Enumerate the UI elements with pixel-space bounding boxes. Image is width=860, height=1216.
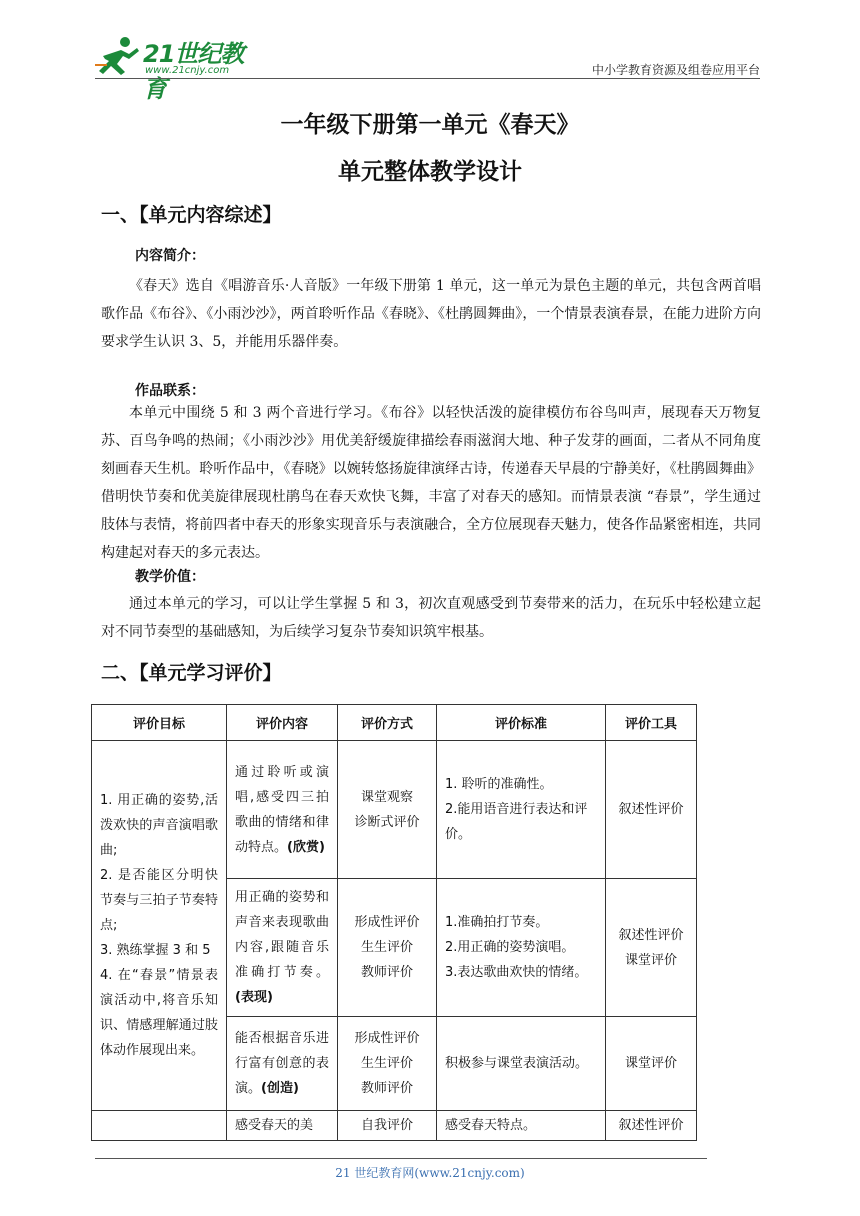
content-category: (欣赏) — [287, 839, 325, 855]
tool-cell: 叙述性评价 — [606, 1111, 697, 1141]
content-text: 能否根据音乐进行富有创意的表演。 — [235, 1031, 329, 1096]
method-cell: 课堂观察 诊断式评价 — [338, 741, 437, 879]
goals-cell: 1. 用正确的姿势,活泼欢快的声音演唱歌曲; 2. 是否能区分明快节奏与三拍子节奏特点; 3. 熟练掌握 3 和 5 4. 在“春景”情景表演活动中,将音乐知识、情感理解通过肢体动作展现出来。 — [92, 741, 227, 1111]
page-title: 一年级下册第一单元《春天》 — [280, 112, 580, 138]
content-cell — [227, 741, 338, 879]
table-row — [92, 741, 697, 879]
link-label: 作品联系： — [135, 383, 205, 399]
logo-url: www.21cnjy.com — [145, 65, 230, 76]
logo-text: 21世纪教育 — [143, 40, 244, 103]
table-header: 评价方式 — [338, 705, 437, 741]
table-header: 评价工具 — [606, 705, 697, 741]
evaluation-table — [91, 704, 697, 1141]
intro-label: 内容简介： — [135, 248, 205, 264]
value-text: 通过本单元的学习，可以让学生掌握 5 和 3，初次直观感受到节奏带来的活力，在玩乐中轻松建立起对不同节奏型的基础感知，为后续学习复杂节奏知识筑牢根基。 — [101, 596, 761, 640]
content-cell — [227, 1017, 338, 1111]
method-cell: 形成性评价 生生评价 教师评价 — [338, 1017, 437, 1111]
goals-cell-empty — [92, 1111, 227, 1141]
table-header: 评价内容 — [227, 705, 338, 741]
value-label: 教学价值： — [135, 569, 205, 585]
standard-cell: 1.准确拍打节奏。 2.用正确的姿势演唱。 3.表达歌曲欢快的情绪。 — [437, 879, 606, 1017]
method-cell: 形成性评价 生生评价 教师评价 — [338, 879, 437, 1017]
content-category: (表现) — [235, 990, 273, 1005]
table-header-row — [92, 705, 697, 741]
section1-heading: 一、【单元内容综述】 — [101, 204, 282, 226]
footer-link[interactable]: 21 世纪教育网(www.21cnjy.com) — [335, 1166, 525, 1180]
section2-heading: 二、【单元学习评价】 — [101, 662, 282, 684]
content-text: 用正确的姿势和声音来表现歌曲内容,跟随音乐准确打节奏。 — [235, 890, 329, 980]
tool-cell: 叙述性评价 — [606, 741, 697, 879]
content-category: (创造) — [261, 1081, 299, 1096]
tool-cell: 叙述性评价 课堂评价 — [606, 879, 697, 1017]
content-text: 通过聆听或演唱,感受四三拍歌曲的情绪和律动特点。 — [235, 764, 329, 855]
content-cell — [227, 879, 338, 1017]
intro-text: 《春天》选自《唱游音乐·人音版》一年级下册第 1 单元，这一单元为景色主题的单元，共包含两首唱歌作品《布谷》、《小雨沙沙》，两首聆听作品《春晓》、《杜鹃圆舞曲》，一个情景表演春景，在能力进阶方向要求学生认识 3、5，并能用乐器伴奏。 — [101, 278, 761, 350]
link-text: 本单元中围绕 5 和 3 两个音进行学习。《布谷》以轻快活泼的旋律模仿布谷鸟叫声，展现春天万物复苏、百鸟争鸣的热闹；《小雨沙沙》用优美舒缓旋律描绘春雨滋润大地、种子发芽的画面，二者从不同角度刻画春天生机。聆听作品中，《春晓》以婉转悠扬旋律演绎古诗，传递春天早晨的宁静美好，《杜鹃圆舞曲》借明快节奏和优美旋律展现杜鹃鸟在春天欢快飞舞，丰富了对春天的感知。而情景表演 “春景”，学生通过肢体与表情，将前四者中春天的形象实现音乐与表演融合，全方位展现春天魅力，使各作品紧密相连，共同构建起对春天的多元表达。 — [101, 405, 761, 561]
tool-cell: 课堂评价 — [606, 1017, 697, 1111]
table-header: 评价目标 — [92, 705, 227, 741]
table-row — [92, 1111, 697, 1141]
platform-name: 中小学教育资源及组卷应用平台 — [591, 63, 760, 77]
footer-divider — [95, 1158, 707, 1159]
method-cell: 自我评价 — [338, 1111, 437, 1141]
standard-cell: 感受春天特点。 — [437, 1111, 606, 1141]
header-divider — [95, 78, 760, 79]
content-cell — [227, 1111, 338, 1141]
table-header: 评价标准 — [437, 705, 606, 741]
logo — [95, 34, 265, 103]
page-subtitle: 单元整体教学设计 — [338, 159, 522, 185]
standard-cell: 积极参与课堂表演活动。 — [437, 1017, 606, 1111]
standard-cell: 1. 聆听的准确性。 2.能用语音进行表达和评价。 — [437, 741, 606, 879]
content-text: 感受春天的美 — [235, 1118, 314, 1133]
page-header — [95, 30, 760, 103]
runner-logo-icon — [95, 34, 143, 78]
